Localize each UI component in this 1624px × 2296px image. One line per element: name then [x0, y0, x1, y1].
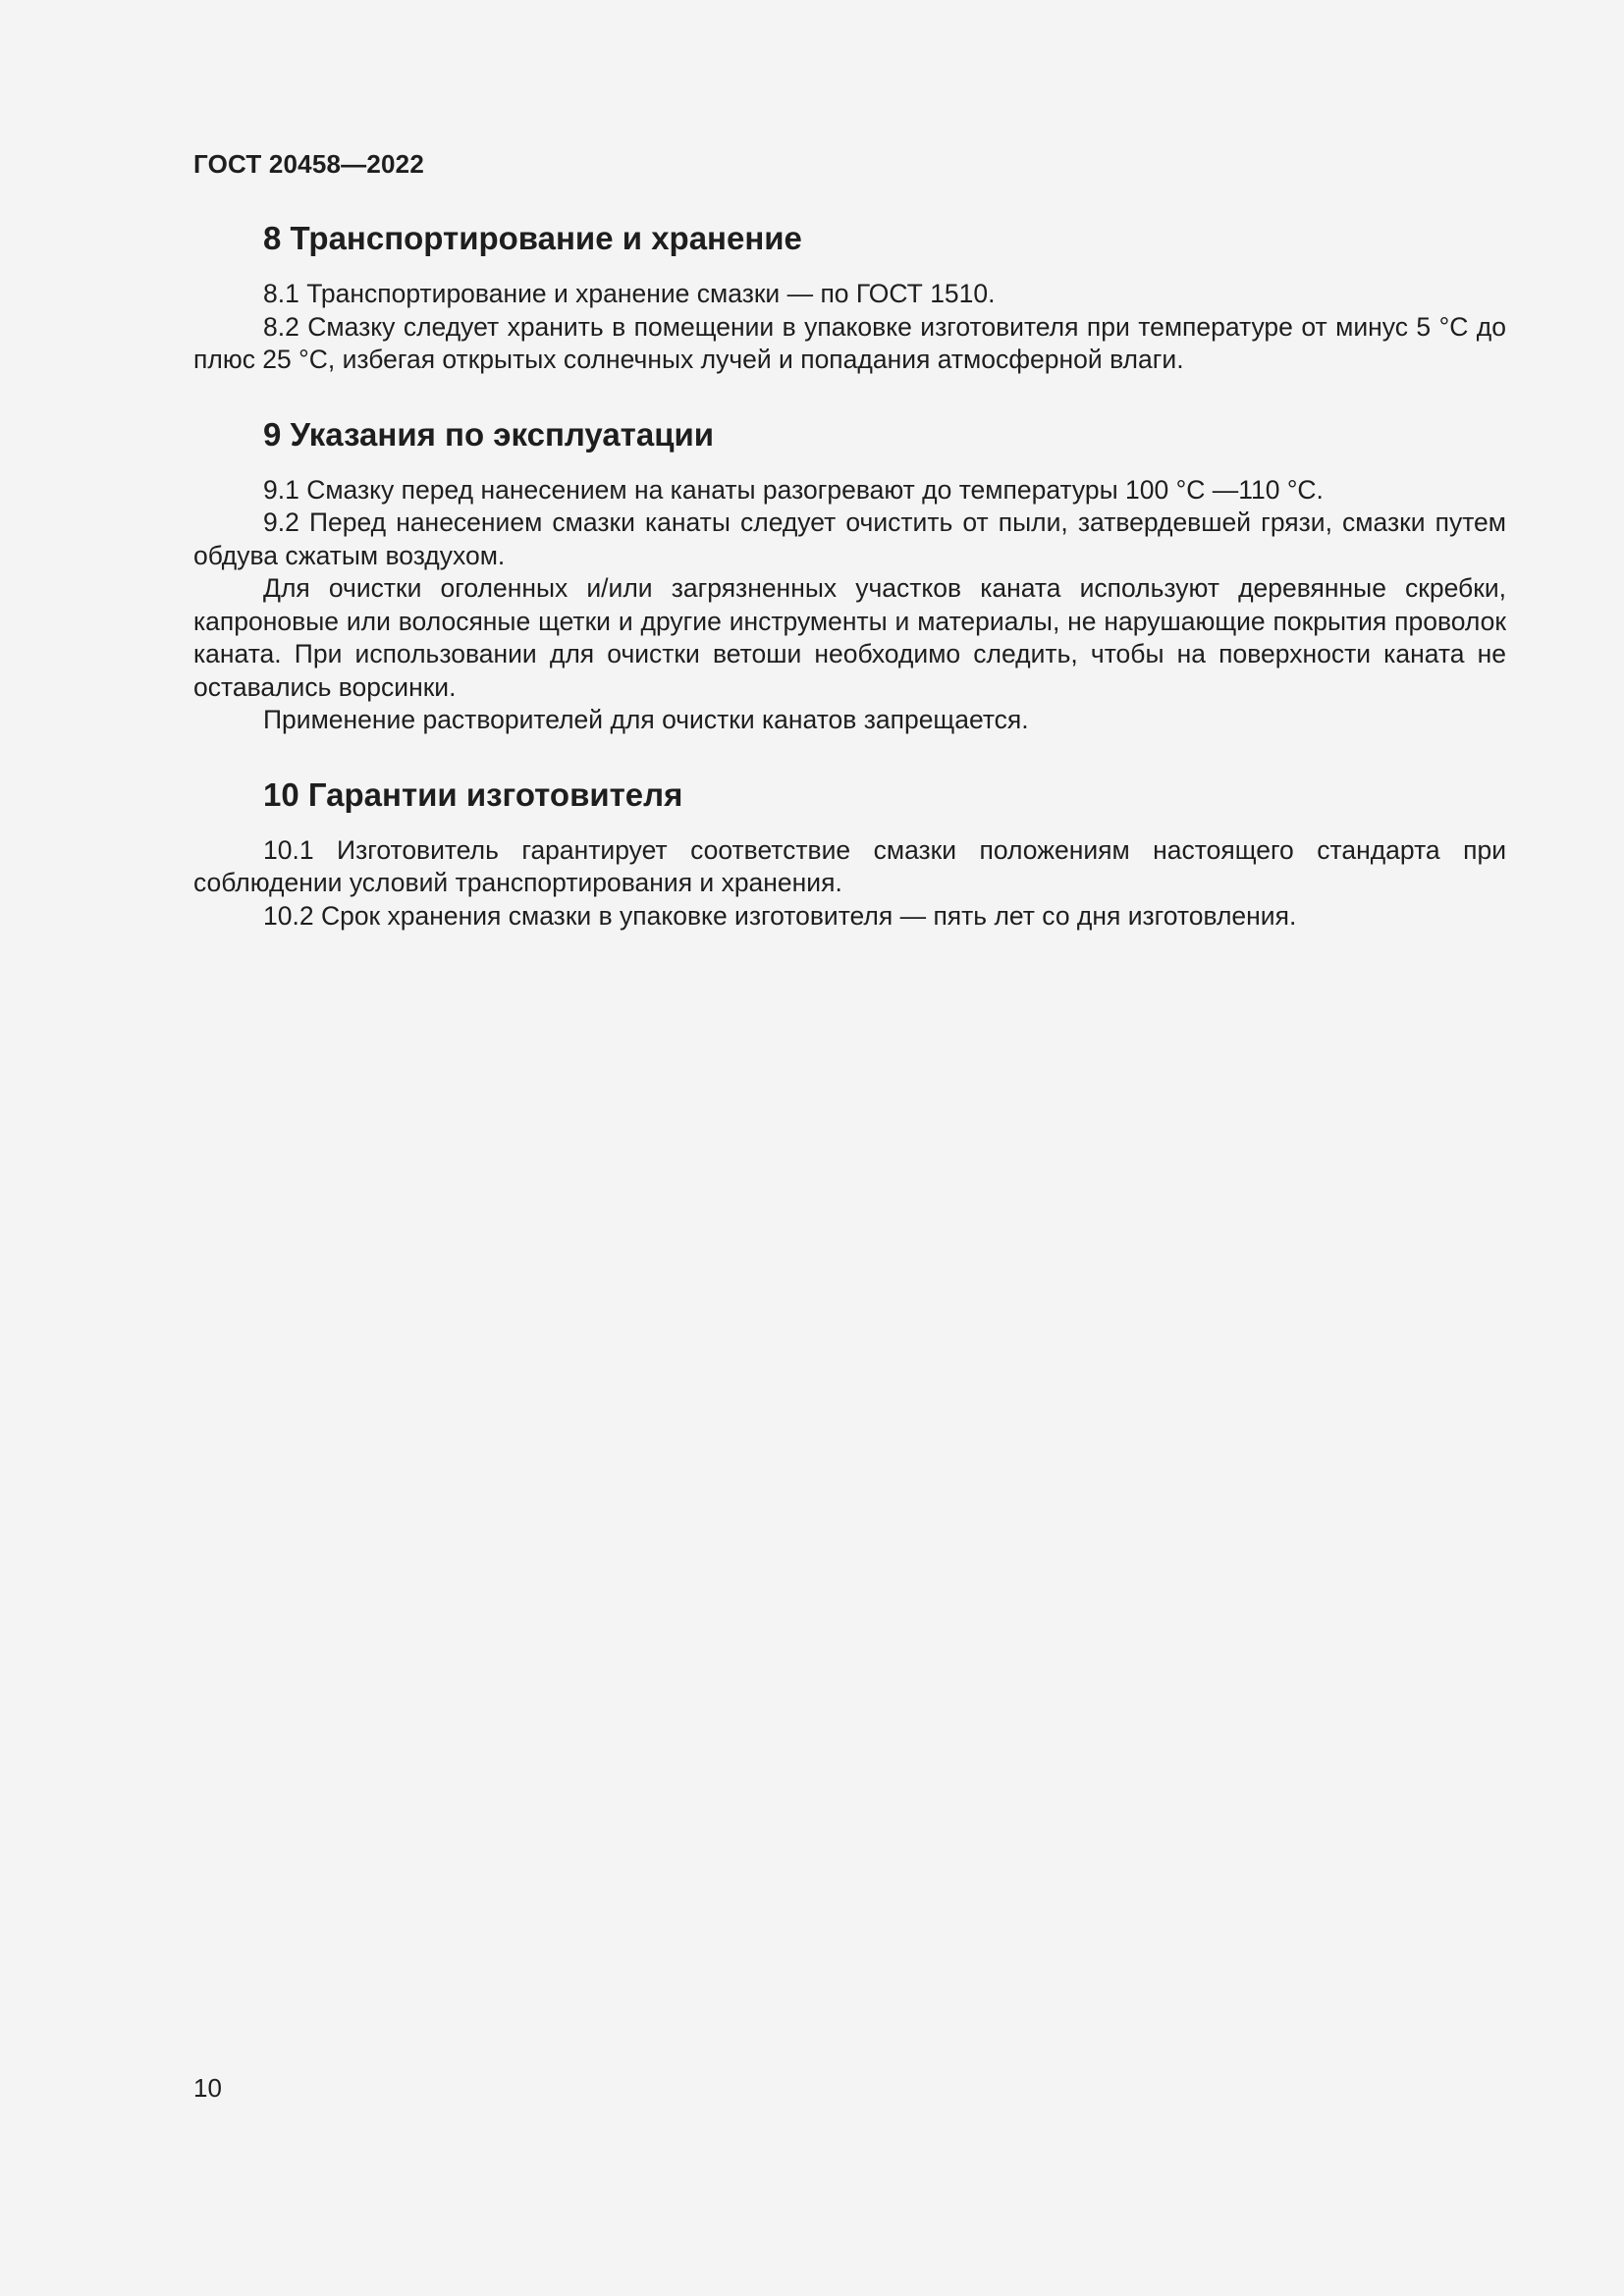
section-title: 8 Транспортирование и хранение — [263, 220, 802, 256]
section-title: 9 Указания по эксплуатации — [263, 415, 715, 453]
paragraph: 9.2 Перед нанесением смазки канаты следует очистить от пыли, затвердевшей грязи, смазки путем обдува сжатым воздухом. — [193, 507, 1506, 570]
paragraph: Для очистки оголенных и/или загрязненных участков каната используют деревянные скребки, капроновые или волосяные щетки и другие инструменты и материалы, не нарушающие покрытия проволок каната. При использовании для очистки ветоши необходимо следить, чтобы на поверхности каната не оставались ворсинки. — [193, 573, 1506, 702]
section-manufacturer-warranty — [193, 774, 1506, 934]
document-body — [193, 218, 1506, 970]
paragraph: Применение растворителей для очистки канатов запрещается. — [263, 705, 1029, 734]
paragraph: 10.1 Изготовитель гарантирует соответствие смазки положениям настоящего стандарта при соблюдении условий транспортирования и хранения. — [193, 834, 1506, 897]
section-transportation-storage — [193, 218, 1506, 377]
section-operating-instructions — [193, 414, 1506, 737]
paragraph: 8.2 Смазку следует хранить в помещении в упаковке изготовителя при температуре от минус 5 °С до плюс 25 °С, избегая открытых солнечных лучей и попадания атмосферной влаги. — [193, 311, 1506, 374]
paragraph: 9.1 Смазку перед нанесением на канаты разогревают до температуры 100 °С —110 °С. — [263, 474, 1324, 505]
section-title: 10 Гарантии изготовителя — [263, 775, 683, 813]
paragraph: 10.2 Срок хранения смазки в упаковке изготовителя — пять лет со дня изготовления. — [263, 900, 1297, 931]
page-number: 10 — [193, 2073, 222, 2103]
paragraph: 8.1 Транспортирование и хранение смазки — по ГОСТ 1510. — [263, 279, 996, 308]
document-code: ГОСТ 20458—2022 — [193, 149, 424, 179]
